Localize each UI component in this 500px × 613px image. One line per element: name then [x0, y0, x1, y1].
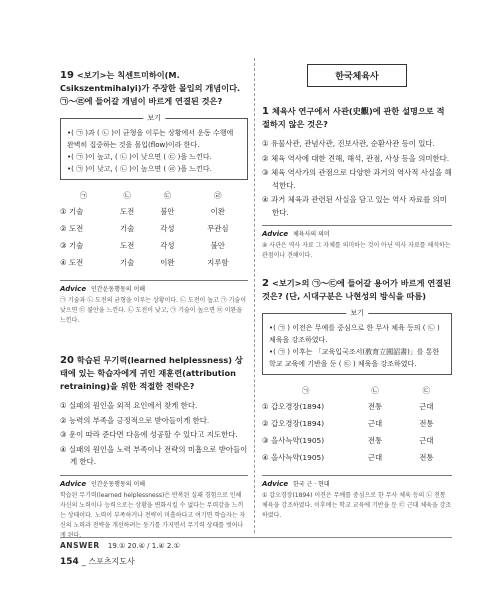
col-header: ㉠: [301, 386, 310, 395]
question-19-number: 19: [60, 70, 74, 81]
answer-label: ANSWER: [60, 541, 100, 550]
q19-advice: [60, 280, 248, 326]
option-4[interactable]: ④ 실패의 원인을 노력 부족이나 전략의 미흡으로 받아들이게 한다.: [60, 444, 248, 466]
advice-body: ㉠ 기술과 ㉡ 도전의 균형을 이루는 상황이다. ㉡ 도전이 높고 ㉠ 기술이 낮으면 ㉢ 불안을 느낀다. ㉡ 도전이 낮고, ㉠ 기술이 높으면 ㉣ 이완을 느낀다.: [60, 297, 246, 324]
col-header: ㉡: [371, 386, 379, 395]
option-row[interactable]: ③ 을사늑약(1905) 전통 근대: [262, 436, 434, 445]
question-2-text: 2 <보기>의 ㉠～㉢에 들어갈 용어가 바르게 연결된 것은? (단, 시대구분은 나현성의 방식을 따름): [262, 278, 452, 301]
q2-example-box: [262, 309, 452, 375]
col-header: ㉠: [79, 191, 88, 200]
advice-body: ④ 사관은 역사 자료 그 자체를 의미하는 것이 아닌 역사 자료를 해석하는 관점이나 견해이다.: [262, 242, 451, 259]
right-column: [262, 64, 452, 521]
page-footer: [60, 556, 135, 567]
box-line: •( ㉠ ) 이전은 무예를 중심으로 한 무사 체육 등의 ( ㉡ ) 체육을 강조하였다.: [269, 324, 440, 344]
question-20-text: 20 학습된 무기력(learned helplessness) 상태에 있는 학습자에게 귀인 재훈련(attribution retraining)을 위한 적절한 전략은?: [60, 355, 243, 391]
col-header: ㉣: [214, 191, 222, 200]
advice-topic: 인간운동행동의 이해: [91, 480, 146, 488]
option-row[interactable]: ③ 기술 도전 각성 불안: [60, 241, 225, 250]
advice-label: Advice: [262, 230, 289, 238]
advice-label: Advice: [60, 285, 87, 293]
box-line: •( ㉠ ) 이후는 「교육입국조서(敎育立國詔書)」를 통한 학교 교육에 기반을 둔 ( ㉢ ) 체육을 강조하였다.: [269, 348, 440, 368]
option-1[interactable]: ① 실패의 원인을 외적 요인에서 찾게 한다.: [60, 401, 198, 410]
advice-body: 학습된 무기력(learned helplessness)은 반복된 실패 경험으로 인해 자신의 노력이나 능력으로는 상황을 변화시킬 수 없다는 무력감을 느끼는 상태이다. 노력이 부족하거나 전략이 미흡하다고 여기면 학습자는 자신의 노력과 전략을 개선하려는 동기를 가지면서 무기력 상태를 벗어나게 된다.: [60, 491, 246, 539]
box-title: 보기: [346, 308, 368, 318]
q2-options-table: [262, 385, 452, 469]
box-line: •( ㉠ )과 ( ㉡ )이 균형을 이루는 상황에서 운동 수행에 완벽히 집중하는 것을 몰입(flow)이라 한다.: [67, 129, 234, 149]
box-line: •( ㉠ )이 높고, ( ㉡ )이 낮으면 ( ㉢ )을 느낀다.: [67, 153, 212, 161]
advice-body: ① 갑오경장(1894) 이전은 무예를 중심으로 한 무사 체육 등의 ㉡ 전통 체육을 강조하였다. 이후에는 학교 교육에 기반을 둔 ㉢ 근대 체육을 강조하였다.: [262, 492, 452, 519]
q19-options-table: [60, 190, 248, 274]
advice-topic: 한국 근 · 현대: [293, 481, 330, 488]
option-row[interactable]: ① 기술 도전 불안 이완: [60, 207, 225, 216]
option-2[interactable]: ② 능력의 부족을 긍정적으로 받아들이게 한다.: [60, 415, 210, 425]
option-row[interactable]: ② 갑오경장(1894) 근대 전통: [262, 419, 434, 428]
option-row[interactable]: ④ 을사늑약(1905) 근대 전통: [262, 453, 434, 462]
q1-advice: [262, 225, 452, 261]
options-header-row: [60, 190, 248, 206]
box-title: 보기: [143, 113, 165, 123]
col-header: ㉢: [163, 191, 172, 200]
option-3[interactable]: ③ 운이 따라 준다면 다음에 성공할 수 있다고 지도한다.: [60, 430, 238, 439]
advice-topic: 인간운동행동의 이해: [91, 286, 146, 293]
footer-divider: [60, 537, 452, 538]
option-row[interactable]: ④ 도전 기술 이완 지루함: [60, 258, 229, 267]
answer-key: [60, 541, 180, 550]
q20-options: [60, 400, 248, 469]
options-header-row: [262, 385, 452, 401]
option-1[interactable]: ① 유물사관, 관념사관, 진보사관, 순환사관 등이 있다.: [262, 139, 435, 148]
box-line: •( ㉠ )이 낮고, ( ㉡ )이 높으면 ( ㉣ )을 느낀다.: [67, 165, 212, 173]
advice-label: Advice: [60, 479, 87, 488]
q19-example-box: [60, 114, 248, 180]
column-divider: [254, 58, 255, 533]
book-title: _ 스포츠지도사: [81, 557, 135, 566]
option-4[interactable]: ④ 과거 체육과 관련된 사실을 담고 있는 역사 자료를 의미한다.: [262, 195, 447, 217]
question-1-text: 1 체육사 연구에서 사관(史觀)에 관한 설명으로 적절하지 않은 것은?: [262, 106, 445, 129]
option-row[interactable]: ① 갑오경장(1894) 전통 근대: [262, 402, 434, 411]
option-row[interactable]: ② 도전 기술 각성 무관심: [60, 224, 229, 233]
option-3[interactable]: ③ 체육 역사가의 관점으로 다양한 과거의 역사적 사실을 해석한다.: [262, 168, 452, 190]
advice-topic: 체육사의 의미: [293, 231, 330, 238]
col-header: ㉢: [422, 386, 431, 395]
answer-text: 19.① 20.④ / 1.④ 2.①: [107, 542, 180, 550]
option-2[interactable]: ② 체육 역사에 대한 견해, 해석, 관점, 사상 등을 의미한다.: [262, 153, 450, 163]
col-header: ㉡: [123, 191, 131, 200]
section-title: 한국체육사: [307, 64, 407, 87]
question-20-number: 20: [60, 355, 74, 366]
q20-advice: [60, 475, 248, 541]
question-1-number: 1: [262, 106, 269, 117]
q1-options: [262, 138, 452, 219]
page-number: 154: [60, 557, 79, 567]
question-2-number: 2: [262, 278, 269, 289]
q2-advice: [262, 475, 452, 521]
question-19-text: 19 <보기>는 칙센트미하이(M. Csikszentmihalyi)가 주장한 몰입의 개념이다. ㉠～㉣에 들어갈 개념이 바르게 연결된 것은?: [60, 70, 241, 106]
left-column: [60, 64, 248, 541]
advice-label: Advice: [262, 480, 289, 488]
